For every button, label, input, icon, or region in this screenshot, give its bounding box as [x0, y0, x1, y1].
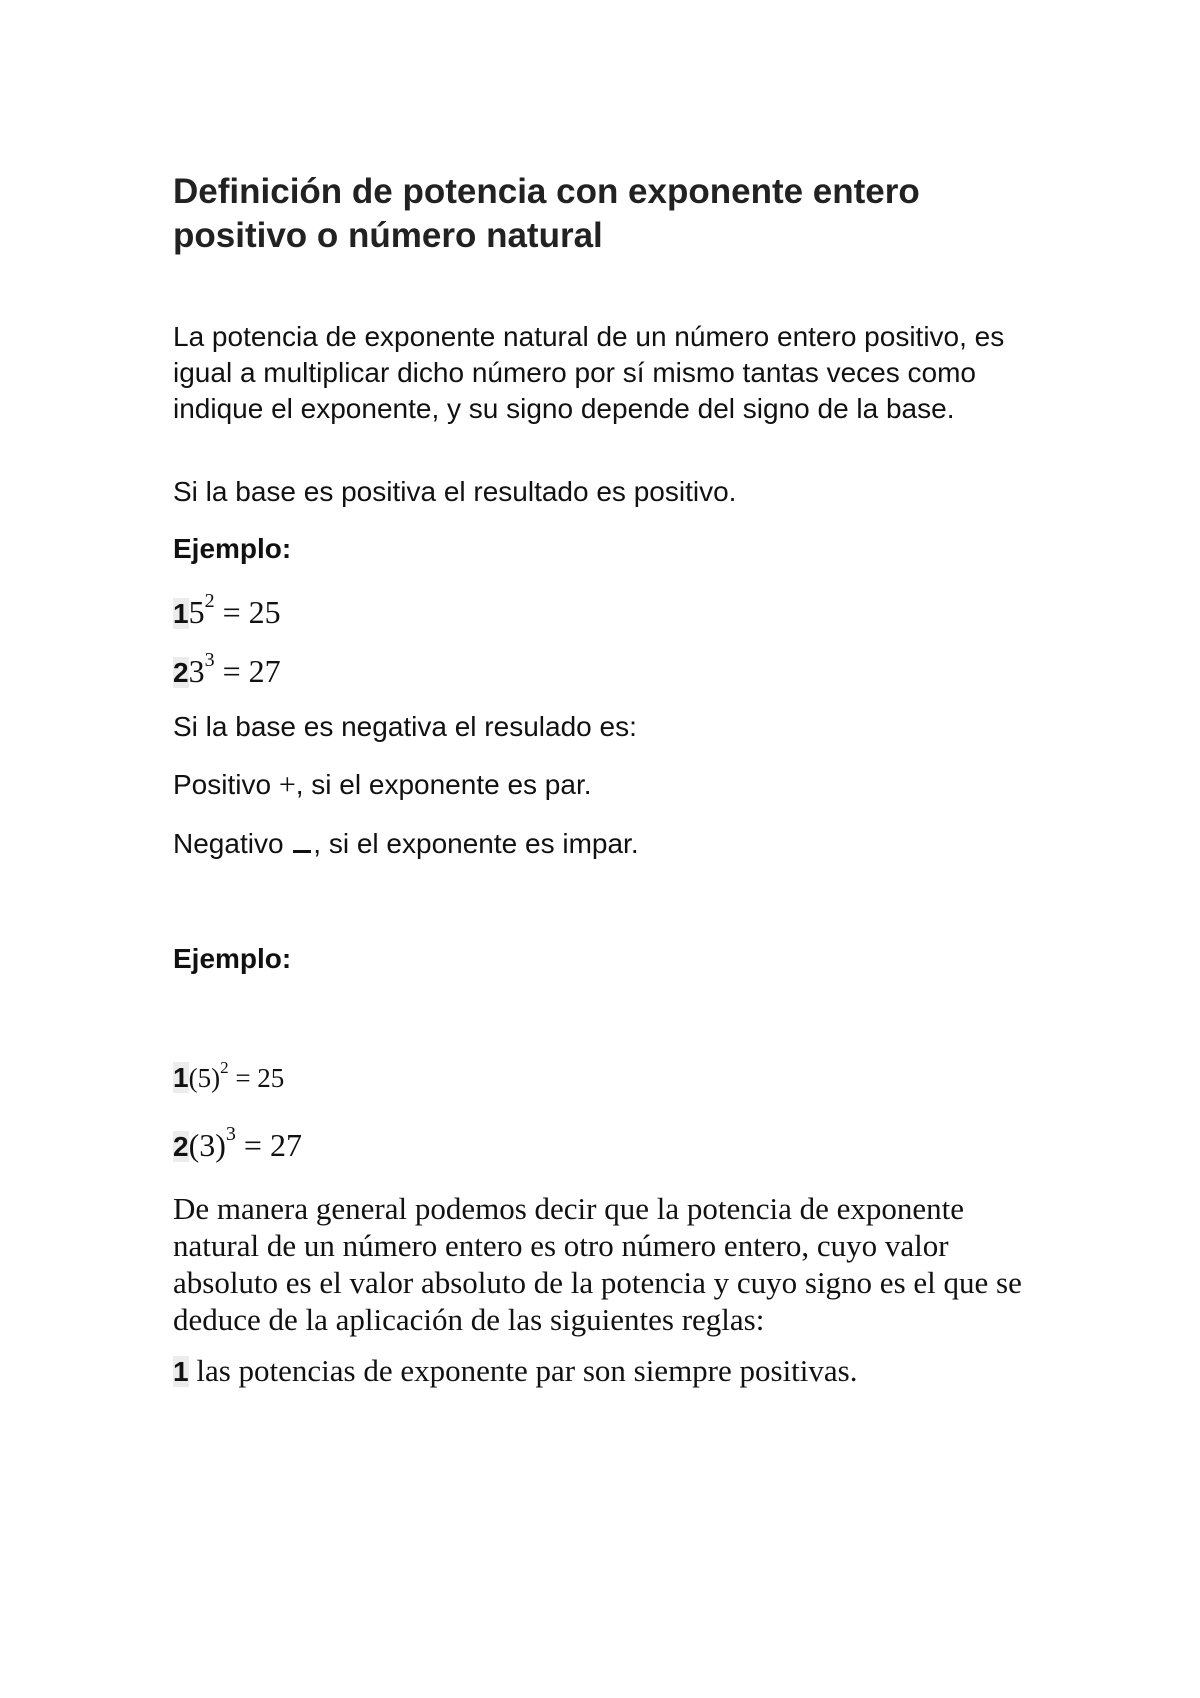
math-expression: [188, 590, 281, 630]
negative-rule: [173, 826, 1053, 862]
example-label-2: Ejemplo:: [173, 943, 292, 974]
intro-paragraph: La potencia de exponente natural de un número entero positivo, es igual a multiplicar dicho número por sí mismo tantas veces como indique el exponente, y su signo depende del signo de la base.: [173, 321, 1005, 424]
plus-sign: +: [278, 768, 296, 801]
negative-base-text: Si la base es negativa el resulado es:: [173, 711, 637, 742]
math-expression: [188, 1123, 302, 1163]
minus-sign-icon: [293, 834, 311, 853]
math-result: = 27: [235, 1126, 302, 1163]
negative-rule-lead: Negativo: [173, 828, 292, 859]
example-positive-1: [173, 587, 1053, 632]
math-base: (3): [188, 1126, 226, 1163]
math-expression: [188, 1058, 285, 1093]
math-exponent: 3: [225, 1123, 236, 1145]
positive-rule-lead: Positivo: [173, 769, 279, 800]
math-exponent: 2: [220, 1058, 229, 1077]
example-index: 1: [173, 597, 189, 629]
math-result: = 25: [214, 593, 281, 630]
example-positive-2: [173, 646, 1053, 691]
math-result: = 25: [228, 1063, 285, 1093]
example-negative-2: [173, 1120, 1053, 1165]
math-result: = 27: [214, 652, 281, 689]
example-negative-1: [173, 1054, 1053, 1096]
positive-base-text: Si la base es positiva el resultado es positivo.: [173, 476, 737, 507]
example-index: 2: [173, 1130, 189, 1162]
math-exponent: 2: [204, 590, 215, 612]
example-index: 1: [173, 1062, 189, 1093]
math-base: 5: [188, 593, 205, 630]
rule-text: las potencias de exponente par son siempre positivas.: [188, 1353, 858, 1388]
math-base: 3: [188, 652, 205, 689]
page-title: Definición de potencia con exponente entero positivo o número natural: [173, 172, 920, 255]
positive-rule: [173, 767, 1053, 803]
math-base: (5): [188, 1063, 221, 1093]
rule-1: [173, 1352, 1053, 1390]
rule-index: 1: [173, 1356, 189, 1387]
math-exponent: 3: [204, 649, 215, 671]
general-paragraph: De manera general podemos decir que la potencia de exponente natural de un número entero es otro número entero, cuyo valor absoluto es el valor absoluto de la potencia y cuyo signo es el que se deduce de la aplicación de las siguientes reglas:: [173, 1191, 1022, 1337]
math-expression: [188, 649, 281, 689]
example-label-1: Ejemplo:: [173, 533, 292, 564]
example-index: 2: [173, 656, 189, 688]
negative-rule-tail: , si el exponente es impar.: [313, 828, 639, 859]
positive-rule-tail: , si el exponente es par.: [295, 769, 592, 800]
